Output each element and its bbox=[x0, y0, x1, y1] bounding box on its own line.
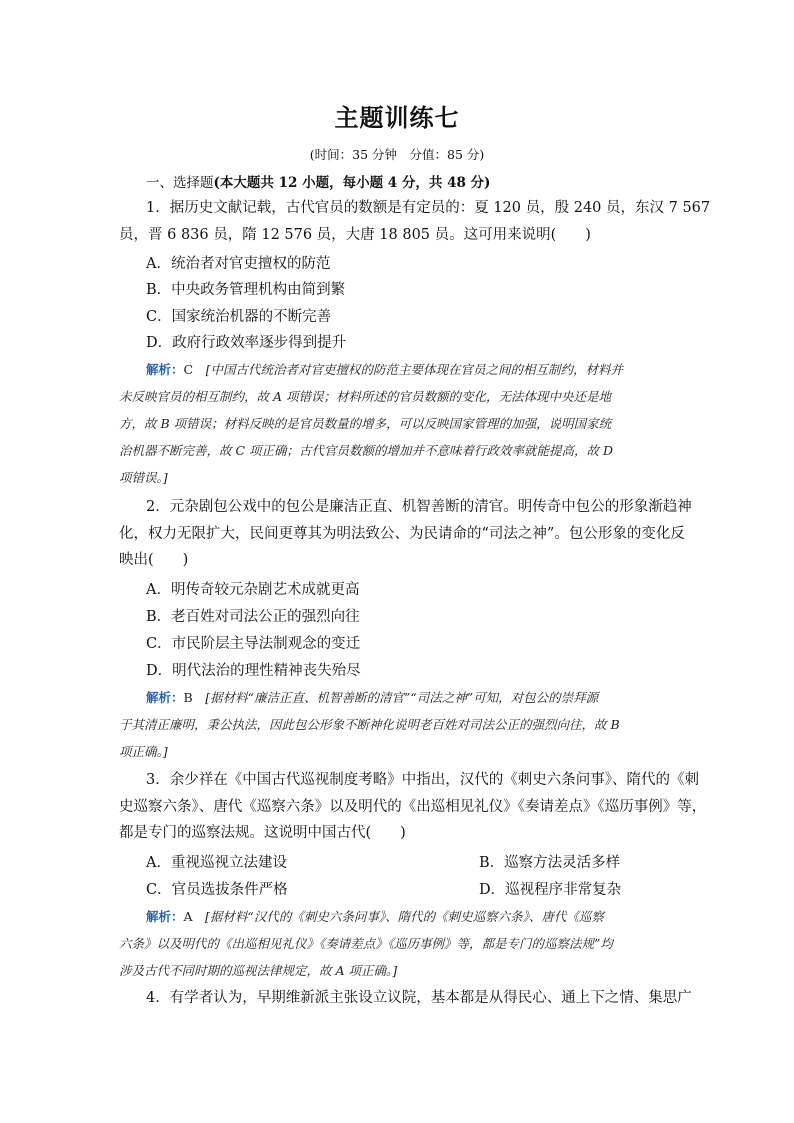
question-3-line-2: 史巡察六条》、唐代《巡察六条》以及明代的《出巡相见礼仪》《奏请差点》《巡历事例》等， bbox=[119, 798, 707, 815]
explanation-answer: B bbox=[183, 690, 193, 705]
question-1-option-d: D．政府行政效率逐步得到提升 bbox=[146, 335, 347, 351]
question-4-stem bbox=[119, 985, 692, 1012]
question-1-stem bbox=[119, 195, 711, 248]
explanation-line: 于其清正廉明，秉公执法，因此包公形象不断神化说明老百姓对司法公正的强烈向往，故 B bbox=[119, 717, 620, 732]
explanation-line: 治机器不断完善，故 C 项正确；古代官员数额的增加并不意味着行政效率就能提高，故 D bbox=[119, 443, 614, 458]
question-3-line-3: 都是专门的巡察法规。这说明中国古代( ) bbox=[119, 825, 406, 841]
explanation-line: 涉及古代不同时期的巡视法律规定，故 A 项正确。] bbox=[119, 963, 398, 978]
question-2-option-c: C．市民阶层主导法制观念的变迁 bbox=[146, 636, 361, 652]
explanation-line: 六条》以及明代的《出巡相见礼仪》《奏请差点》《巡历事例》等，都是专门的巡察法规”均 bbox=[119, 936, 613, 951]
question-2-line-2: 化，权力无限扩大，民间更尊其为明法致公、为民请命的“司法之神”。包公形象的变化反 bbox=[119, 525, 685, 542]
explanation-answer: A bbox=[183, 909, 193, 924]
question-3-option-a: A．重视巡视立法建设 bbox=[146, 855, 287, 871]
question-3-stem bbox=[119, 767, 707, 847]
question-1-line-1: 1．据历史文献记载，古代官员的数额是有定员的：夏 120 员，殷 240 员，东汉 7 567 bbox=[146, 200, 711, 216]
question-2-stem bbox=[119, 494, 692, 574]
explanation-label: 解析： bbox=[146, 362, 184, 377]
question-2-option-a: A．明传奇较元杂剧艺术成就更高 bbox=[146, 582, 360, 598]
question-1-option-c: C．国家统治机器的不断完善 bbox=[146, 309, 332, 325]
explanation-label: 解析： bbox=[146, 909, 184, 924]
question-3-option-b: B．巡察方法灵活多样 bbox=[479, 855, 621, 871]
explanation-line: [据材料“汉代的《刺史六条问事》、隋代的《刺史巡察六条》、唐代《巡察 bbox=[205, 909, 604, 924]
question-2-explanation bbox=[119, 684, 679, 765]
question-3-option-c: C．官员选拔条件严格 bbox=[146, 882, 288, 898]
explanation-line: [中国古代统治者对官吏擅权的防范主要体现在官员之间的相互制约，材料并 bbox=[205, 362, 623, 377]
explanation-line: 未反映官员的相互制约，故 A 项错误；材料所述的官员数额的变化，无法体现中央还是地 bbox=[119, 389, 611, 404]
question-2-option-d: D．明代法治的理性精神丧失殆尽 bbox=[146, 663, 361, 679]
question-1-explanation bbox=[119, 356, 679, 491]
page-title: 主题训练七 bbox=[334, 103, 460, 132]
question-1-line-2: 员，晋 6 836 员，隋 12 576 员，大唐 18 805 员。这可用来说明( ) bbox=[119, 226, 591, 243]
section-rule: (本大题共 12 小题，每小题 4 分，共 48 分) bbox=[213, 175, 491, 191]
question-3-line-1: 3．余少祥在《中国古代巡视制度考略》中指出，汉代的《刺史六条问事》、隋代的《刺 bbox=[146, 772, 699, 788]
question-2-option-b: B．老百姓对司法公正的强烈向往 bbox=[146, 609, 360, 625]
question-2-line-3: 映出( ) bbox=[119, 552, 189, 568]
exam-meta: (时间：35 分钟 分值：85 分) bbox=[309, 147, 485, 162]
question-4-line-1: 4．有学者认为，早期维新派主张设立议院，基本都是从得民心、通上下之情、集思广 bbox=[146, 990, 692, 1006]
question-2-line-1: 2．元杂剧包公戏中的包公是廉洁正直、机智善断的清官。明传奇中包公的形象渐趋神 bbox=[146, 499, 692, 515]
explanation-line: [据材料“廉洁正直、机智善断的清官”“司法之神”可知，对包公的崇拜源 bbox=[205, 690, 599, 705]
question-1-option-a: A．统治者对官吏擅权的防范 bbox=[146, 256, 331, 272]
explanation-label: 解析： bbox=[146, 690, 184, 705]
question-3-option-d: D．巡视程序非常复杂 bbox=[479, 882, 622, 898]
section-heading bbox=[146, 171, 490, 191]
question-3-explanation bbox=[119, 903, 679, 984]
explanation-answer: C bbox=[183, 362, 194, 377]
question-1-option-b: B．中央政务管理机构由简到繁 bbox=[146, 282, 346, 298]
explanation-line: 项错误。] bbox=[119, 470, 168, 485]
explanation-line: 方，故 B 项错误；材料反映的是官员数量的增多，可以反映国家管理的加强，说明国家统 bbox=[119, 416, 612, 431]
section-prefix: 一、选择题 bbox=[146, 175, 214, 191]
explanation-line: 项正确。] bbox=[119, 744, 168, 759]
